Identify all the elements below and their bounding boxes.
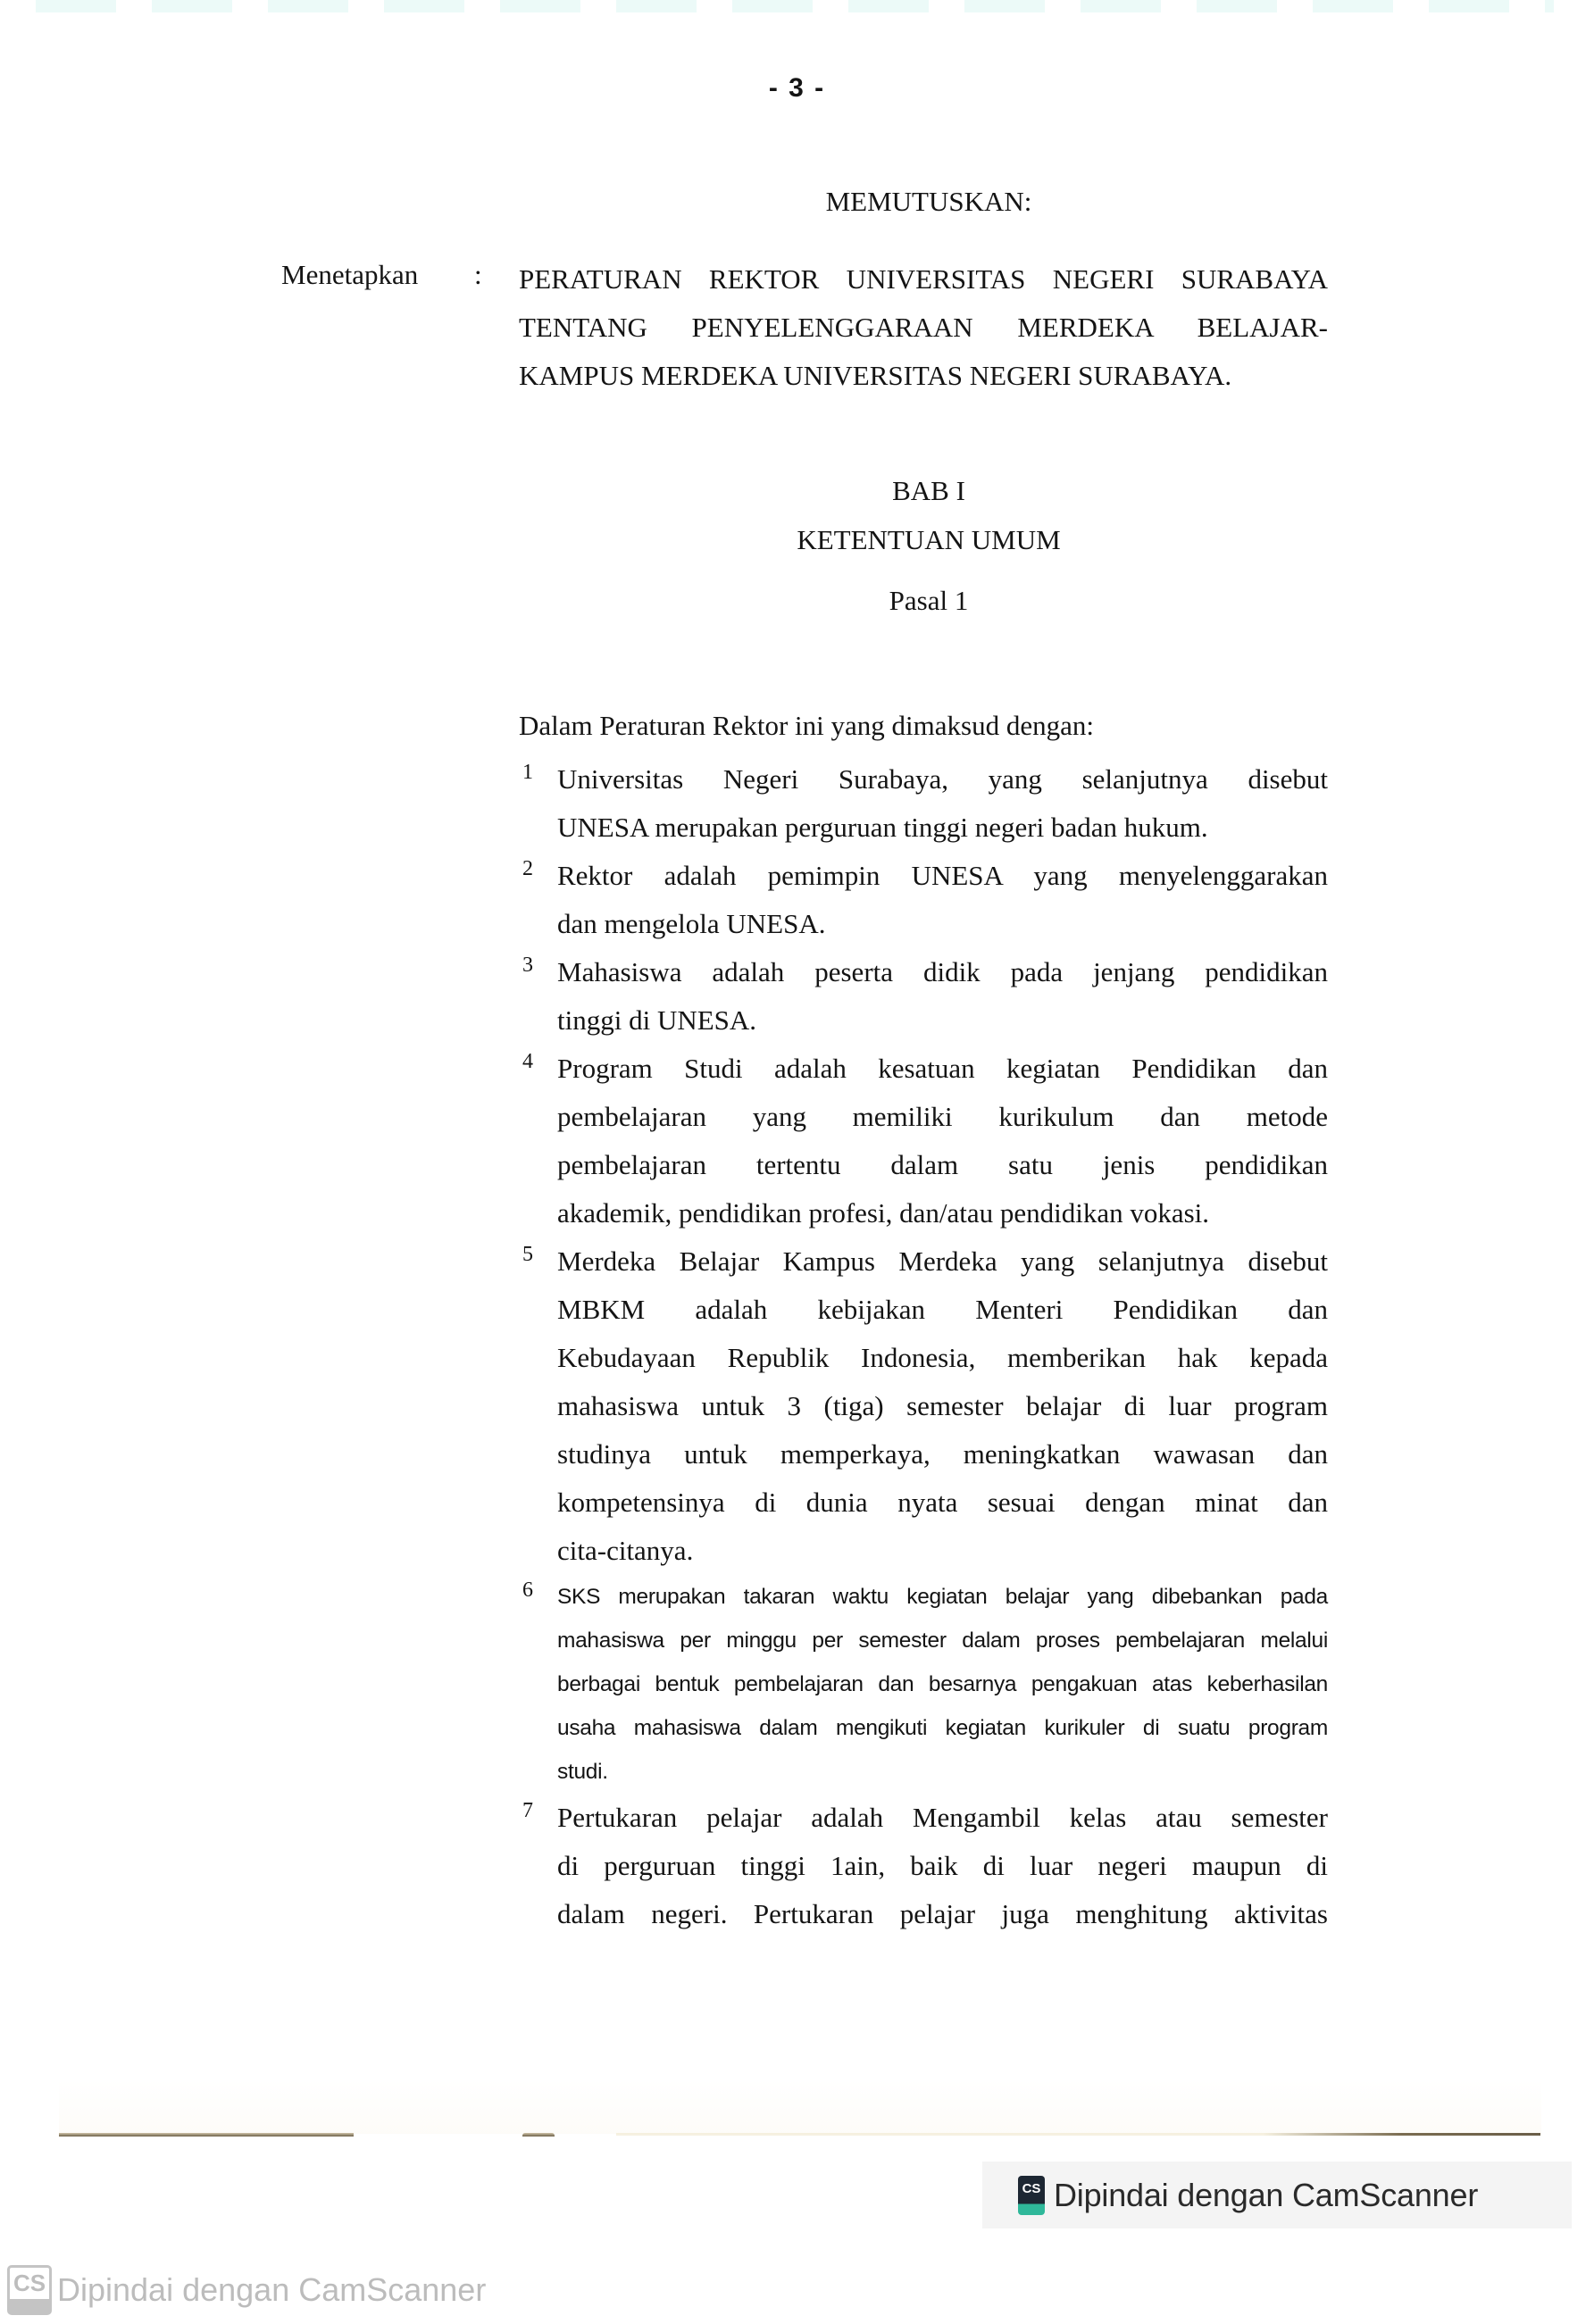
camscanner-footer-text: Dipindai dengan CamScanner [57, 2271, 487, 2308]
definition-line: mahasiswa untuk 3 (tiga) semester belajar di luar program [557, 1390, 1328, 1421]
definition-item [519, 1575, 1328, 1794]
scan-edge-line [616, 2133, 1540, 2136]
chapter-number: BAB I [892, 475, 965, 506]
definition-line: dalam negeri. Pertukaran pelajar juga menghitung aktivitas [557, 1898, 1328, 1929]
definition-line: berbagai bentuk pembelajaran dan besarnya pengakuan atas keberhasilan [557, 1672, 1328, 1696]
definition-line: Kebudayaan Republik Indonesia, memberikan hak kepada [557, 1342, 1328, 1373]
camscanner-badge-text: Dipindai dengan CamScanner [1054, 2176, 1479, 2213]
menetapkan-label: Menetapkan [281, 259, 419, 290]
camscanner-badge [982, 2162, 1572, 2228]
definition-item [519, 948, 1328, 1045]
scan-edge-line [522, 2133, 555, 2137]
camscanner-logo-icon: CS [7, 2265, 52, 2315]
regulation-title-line: KAMPUS MERDEKA UNIVERSITAS NEGERI SURABAYA. [519, 360, 1232, 391]
regulation-title [519, 255, 1328, 400]
camscanner-logo-icon: CS [1018, 2176, 1045, 2215]
definition-line: cita-citanya. [557, 1535, 694, 1566]
definition-line: di perguruan tinggi 1ain, baik di luar negeri maupun di [557, 1850, 1328, 1881]
definition-number: 4 [522, 1050, 533, 1073]
definition-text [557, 948, 1328, 1045]
decision-heading: MEMUTUSKAN: [825, 186, 1032, 217]
camscanner-footer-watermark [7, 2265, 486, 2315]
definitions-list [519, 755, 1328, 1938]
scan-edge-line [59, 2133, 354, 2137]
definition-line: dan mengelola UNESA. [557, 908, 826, 939]
scan-bleed-artifact [36, 0, 1554, 12]
definition-line: Pertukaran pelajar adalah Mengambil kelas atau semester [557, 1802, 1328, 1833]
definition-line: Universitas Negeri Surabaya, yang selanjutnya disebut [557, 763, 1328, 795]
definition-item [519, 1045, 1328, 1237]
definition-line: pembelajaran tertentu dalam satu jenis pendidikan [557, 1149, 1328, 1180]
definition-item [519, 755, 1328, 852]
menetapkan-colon: : [474, 259, 482, 290]
definition-number: 6 [522, 1578, 533, 1602]
definition-text [557, 1575, 1328, 1794]
article-number: Pasal 1 [889, 585, 969, 616]
definition-line: mahasiswa per minggu per semester dalam proses pembelajaran melalui [557, 1628, 1328, 1653]
definition-number: 3 [522, 954, 533, 977]
definition-text [557, 1237, 1328, 1575]
definition-item [519, 1237, 1328, 1575]
definition-text [557, 852, 1328, 948]
scan-shadow [59, 2080, 1541, 2134]
definition-line: Program Studi adalah kesatuan kegiatan Pendidikan dan [557, 1053, 1328, 1084]
definition-line: Merdeka Belajar Kampus Merdeka yang selanjutnya disebut [557, 1245, 1328, 1277]
definition-line: studinya untuk memperkaya, meningkatkan wawasan dan [557, 1438, 1328, 1470]
definition-line: tinggi di UNESA. [557, 1004, 757, 1036]
definition-line: studi. [557, 1760, 608, 1784]
definition-line: akademik, pendidikan profesi, dan/atau pendidikan vokasi. [557, 1197, 1210, 1229]
definition-line: usaha mahasiswa dalam mengikuti kegiatan kurikuler di suatu program [557, 1716, 1328, 1740]
definition-text [557, 1045, 1328, 1237]
definitions-intro: Dalam Peraturan Rektor ini yang dimaksud dengan: [519, 710, 1094, 741]
definition-line: Mahasiswa adalah peserta didik pada jenjang pendidikan [557, 956, 1328, 987]
definition-number: 1 [522, 761, 533, 784]
definition-line: pembelajaran yang memiliki kurikulum dan metode [557, 1101, 1328, 1132]
definition-number: 5 [522, 1243, 533, 1266]
definition-text [557, 1794, 1328, 1938]
definition-line: SKS merupakan takaran waktu kegiatan belajar yang dibebankan pada [557, 1585, 1328, 1609]
definition-line: UNESA merupakan perguruan tinggi negeri badan hukum. [557, 812, 1208, 843]
regulation-title-line: TENTANG PENYELENGGARAAN MERDEKA BELAJAR- [519, 312, 1328, 343]
chapter-title: KETENTUAN UMUM [797, 524, 1061, 555]
regulation-title-line: PERATURAN REKTOR UNIVERSITAS NEGERI SURABAYA [519, 263, 1328, 295]
definition-number: 7 [522, 1799, 533, 1822]
definition-number: 2 [522, 857, 533, 880]
definition-line: Rektor adalah pemimpin UNESA yang menyelenggarakan [557, 860, 1328, 891]
page-number: - 3 - [768, 73, 826, 103]
definition-item [519, 1794, 1328, 1938]
definition-item [519, 852, 1328, 948]
definition-line: kompetensinya di dunia nyata sesuai dengan minat dan [557, 1487, 1328, 1518]
definition-line: MBKM adalah kebijakan Menteri Pendidikan dan [557, 1294, 1328, 1325]
definition-text [557, 755, 1328, 852]
